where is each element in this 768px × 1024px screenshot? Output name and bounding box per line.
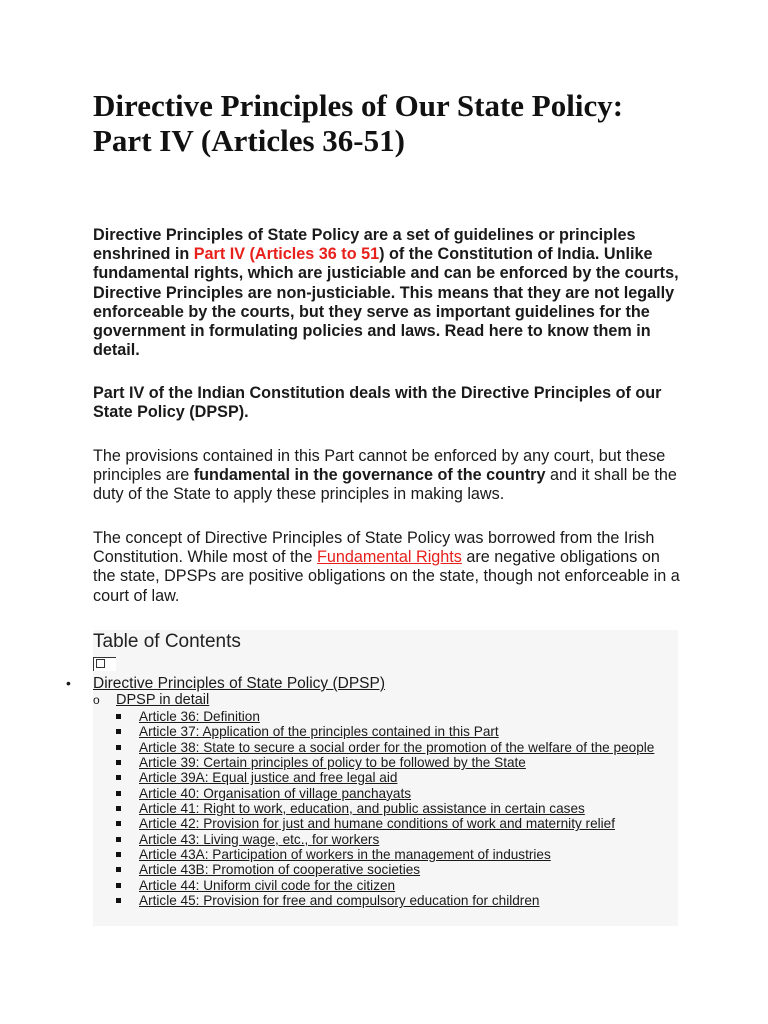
- square-bullet-icon: [116, 867, 121, 872]
- toc-item-link[interactable]: Article 36: Definition: [139, 709, 260, 724]
- toggle-checkbox-icon: [96, 659, 105, 668]
- toc-item[interactable]: [116, 755, 676, 770]
- square-bullet-icon: [116, 898, 121, 903]
- square-bullet-icon: [116, 714, 121, 719]
- toc-toggle-button[interactable]: [93, 657, 116, 671]
- provisions-text-before: The provisions contained in this Part cannot be enforced by any court, but these principles are: [93, 447, 666, 485]
- square-bullet-icon: [116, 837, 121, 842]
- provisions-bold-text: fundamental in the governance of the country: [193, 466, 546, 485]
- toc-item-link[interactable]: Article 44: Uniform civil code for the citizen: [139, 877, 396, 893]
- toc-item-link[interactable]: Article 37: Application of the principles contained in this Part: [139, 724, 499, 740]
- bullet-icon: •: [66, 675, 71, 691]
- square-bullet-icon: [116, 760, 121, 765]
- square-bullet-icon: [116, 791, 121, 796]
- toc-item[interactable]: [116, 832, 676, 847]
- toc-item[interactable]: [116, 801, 676, 816]
- square-bullet-icon: [116, 883, 121, 888]
- part-iv-paragraph: Part IV of the Indian Constitution deals with the Directive Principles of our State Policy (DPSP).: [93, 384, 662, 422]
- toc-item[interactable]: [116, 770, 676, 785]
- table-of-contents: [66, 630, 678, 926]
- toc-link-dpsp[interactable]: Directive Principles of State Policy (DPSP): [93, 675, 386, 692]
- toc-item-link[interactable]: Article 39: Certain principles of policy to be followed by the State: [139, 755, 526, 771]
- toc-link-dpsp-in-detail[interactable]: DPSP in detail: [116, 692, 210, 708]
- square-bullet-icon: [116, 775, 121, 780]
- toc-item-link[interactable]: Article 40: Organisation of village panchayats: [139, 785, 412, 801]
- square-bullet-icon: [116, 745, 121, 750]
- concept-text-after: are negative obligations on the state, DPSPs are positive obligations on the state, though not enforceable in a court of law.: [93, 548, 680, 605]
- toc-item-link[interactable]: Article 43B: Promotion of cooperative societies: [139, 862, 421, 878]
- provisions-paragraph: [93, 447, 683, 505]
- square-bullet-icon: [116, 852, 121, 857]
- toc-item[interactable]: [116, 816, 676, 831]
- toc-item[interactable]: [116, 878, 676, 893]
- toc-item[interactable]: [116, 893, 676, 908]
- intro-text-after: ) of the Constitution of India. Unlike fundamental rights, which are justiciable and can be enforced by the courts, Directive Principles are non-justiciable. This means that they are not legally enforceable by the courts, but they serve as important guidelines for the government in formulating policies and laws. Read here to know them in detail.: [93, 245, 679, 360]
- intro-text-before: Directive Principles of State Policy are a set of guidelines or principles enshrined in: [93, 226, 636, 264]
- toc-item-link[interactable]: Article 41: Right to work, education, and public assistance in certain cases: [139, 801, 585, 817]
- toc-item-link[interactable]: Article 43: Living wage, etc., for workers: [139, 831, 380, 847]
- provisions-text-after: and it shall be the duty of the State to apply these principles in making laws.: [93, 466, 677, 504]
- toc-item[interactable]: [116, 709, 676, 724]
- toc-item[interactable]: [116, 862, 676, 877]
- toc-item[interactable]: [116, 740, 676, 755]
- intro-paragraph: [93, 226, 683, 360]
- toc-article-list: [116, 709, 676, 908]
- page-title: Directive Principles of Our State Policy: Part IV (Articles 36-51): [93, 88, 624, 158]
- square-bullet-icon: [116, 821, 121, 826]
- intro-highlight: Part IV (Articles 36 to 51: [193, 245, 380, 264]
- toc-item[interactable]: [116, 847, 676, 862]
- concept-paragraph: [93, 529, 683, 606]
- toc-item-link[interactable]: Article 39A: Equal justice and free legal aid: [139, 770, 398, 786]
- toc-item-link[interactable]: Article 43A: Participation of workers in the management of industries: [139, 847, 551, 863]
- fundamental-rights-link[interactable]: Fundamental Rights: [317, 548, 462, 567]
- toc-item[interactable]: [116, 786, 676, 801]
- concept-text-before: The concept of Directive Principles of State Policy was borrowed from the Irish Constitution. While most of the: [93, 529, 655, 567]
- circle-bullet-icon: o: [93, 693, 100, 707]
- toc-item-link[interactable]: Article 38: State to secure a social order for the promotion of the welfare of the people: [139, 739, 655, 755]
- toc-item-link[interactable]: Article 45: Provision for free and compulsory education for children: [139, 893, 540, 909]
- square-bullet-icon: [116, 806, 121, 811]
- square-bullet-icon: [116, 729, 121, 734]
- toc-title: Table of Contents: [93, 631, 241, 652]
- toc-item-link[interactable]: Article 42: Provision for just and humane conditions of work and maternity relief: [139, 816, 616, 832]
- toc-item[interactable]: [116, 724, 676, 739]
